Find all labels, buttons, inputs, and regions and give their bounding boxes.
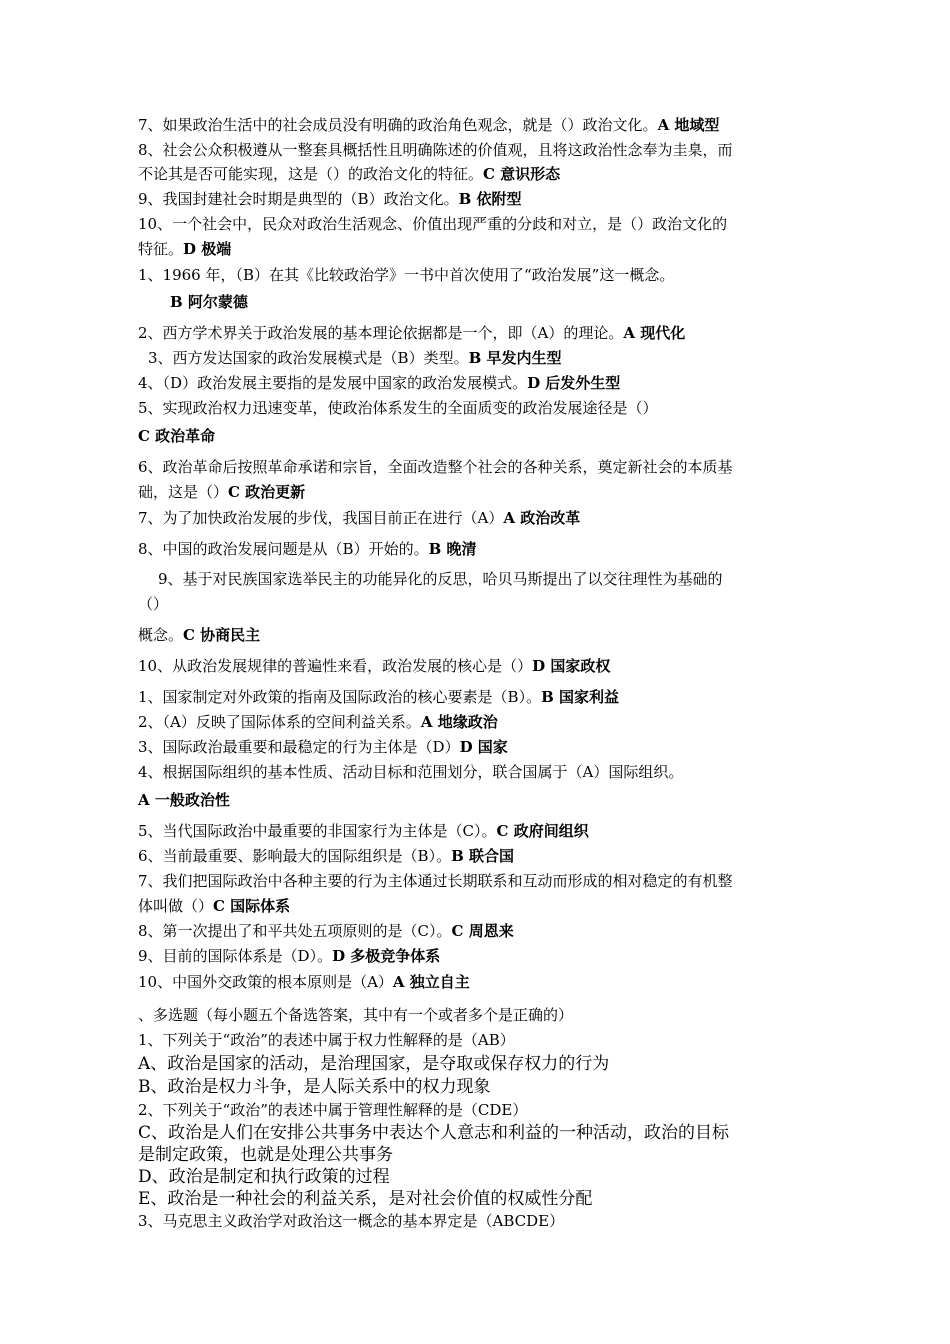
question-text: 、多选题（每小题五个备选答案，其中有一个或者多个是正确的）: [138, 1006, 574, 1024]
option-text: 是制定政策，也就是处理公共事务: [138, 1145, 393, 1165]
option-line: [138, 1122, 818, 1144]
text-line: [138, 397, 818, 419]
question-text: 9、基于对民族国家选举民主的功能异化的反思，哈贝马斯提出了以交往理性为基础的: [158, 570, 723, 588]
question-text: 10、一个社会中，民众对政治生活观念、价值出现严重的分歧和对立，是（）政治文化的: [138, 215, 728, 233]
answer-text: B 联合国: [451, 847, 514, 865]
option-line: [138, 1144, 818, 1166]
text-line: [158, 568, 838, 590]
question-text: 10、从政治发展规律的普遍性来看，政治发展的核心是（）: [138, 657, 533, 675]
option-line: [138, 1166, 818, 1188]
option-line: [138, 1076, 818, 1098]
answer-text: B 早发内生型: [468, 349, 562, 367]
answer-text: D 国家政权: [532, 657, 611, 675]
question-text: 体叫做（）: [138, 897, 214, 915]
text-line: [138, 845, 818, 867]
option-text: A、政治是国家的活动，是治理国家，是夺取或保存权力的行为: [138, 1054, 610, 1074]
text-line: [138, 711, 818, 733]
text-line: [138, 456, 818, 478]
answer-text: C 协商民主: [183, 626, 261, 644]
text-line: [138, 163, 818, 185]
question-text: 9、我国封建社会时期是典型的（B）政治文化。: [138, 190, 459, 208]
text-line: [138, 761, 818, 783]
text-line: [138, 1029, 818, 1051]
text-line: [138, 139, 818, 161]
text-line: [138, 1099, 818, 1121]
text-line: [148, 347, 828, 369]
text-line: [138, 870, 818, 892]
question-text: 6、政治革命后按照革命承诺和宗旨，全面改造整个社会的各种关系，奠定新社会的本质基: [138, 458, 733, 476]
question-text: 2、西方学术界关于政治发展的基本理论依据都是一个，即（A）的理论。: [138, 324, 624, 342]
question-text: 不论其是否可能实现，这是（）的政治文化的特征。: [138, 165, 484, 183]
question-text: 2、下列关于“政治”的表述中属于管理性解释的是（CDE）: [138, 1101, 528, 1119]
question-text: 3、西方发达国家的政治发展模式是（B）类型。: [148, 349, 469, 367]
answer-text: C 国际体系: [213, 897, 291, 915]
answer-text: C 意识形态: [483, 165, 561, 183]
text-line: [138, 945, 818, 967]
answer-text: A 现代化: [623, 324, 686, 342]
text-line: [170, 291, 850, 313]
answer-text: A 地缘政治: [420, 713, 498, 731]
question-text: 础，这是（）: [138, 483, 229, 501]
question-text: 8、第一次提出了和平共处五项原则的是（C）。: [138, 922, 452, 940]
option-line: [138, 1053, 818, 1075]
answer-text: A 地域型: [657, 116, 720, 134]
question-text: 3、国际政治最重要和最稳定的行为主体是（D）: [138, 738, 460, 756]
text-line: [138, 920, 818, 942]
answer-text: A 政治改革: [503, 509, 581, 527]
text-line: [138, 481, 818, 503]
text-line: [138, 593, 818, 615]
question-text: 概念。: [138, 626, 184, 644]
answer-text: C 政治革命: [138, 427, 216, 445]
question-text: 3、马克思主义政治学对政治这一概念的基本界定是（ABCDE）: [138, 1212, 565, 1230]
question-text: 4、（D）政治发展主要指的是发展中国家的政治发展模式。: [138, 374, 528, 392]
answer-text: C 政治更新: [228, 483, 306, 501]
text-line: [138, 624, 818, 646]
question-text: 7、为了加快政治发展的步伐，我国目前正在进行（A）: [138, 509, 504, 527]
question-text: 7、我们把国际政治中各种主要的行为主体通过长期联系和互动而形成的相对稳定的有机整: [138, 872, 733, 890]
section-heading: [138, 1004, 818, 1026]
answer-text: C 周恩来: [451, 922, 514, 940]
text-line: [138, 895, 818, 917]
text-line: [138, 264, 818, 286]
answer-text: A 一般政治性: [138, 791, 230, 809]
question-text: 8、中国的政治发展问题是从（B）开始的。: [138, 540, 429, 558]
option-text: E、政治是一种社会的利益关系，是对社会价值的权威性分配: [138, 1189, 593, 1209]
answer-text: C 政府间组织: [496, 822, 589, 840]
question-text: 5、实现政治权力迅速变革，使政治体系发生的全面质变的政治发展途径是（）: [138, 399, 658, 417]
text-line: [138, 820, 818, 842]
option-text: C、政治是人们在安排公共事务中表达个人意志和利益的一种活动，政治的目标: [138, 1123, 730, 1143]
text-line: [138, 425, 818, 447]
text-line: [138, 507, 818, 529]
question-text: 4、根据国际组织的基本性质、活动目标和范围划分，联合国属于（A）国际组织。: [138, 763, 684, 781]
answer-text: A 独立自主: [392, 973, 470, 991]
text-line: [138, 789, 818, 811]
text-line: [138, 188, 818, 210]
text-line: [138, 655, 818, 677]
option-text: D、政治是制定和执行政策的过程: [138, 1167, 390, 1187]
answer-text: B 依附型: [458, 190, 522, 208]
answer-text: D 极端: [183, 240, 232, 258]
answer-text: B 晚清: [428, 540, 477, 558]
text-line: [138, 736, 818, 758]
question-text: 7、如果政治生活中的社会成员没有明确的政治角色观念，就是（）政治文化。: [138, 116, 658, 134]
answer-text: B 国家利益: [541, 688, 619, 706]
answer-text: D 国家: [459, 738, 508, 756]
answer-text: D 后发外生型: [527, 374, 621, 392]
question-text: 8、社会公众积极遵从一整套具概括性且明确陈述的价值观，且将这政治性念奉为圭臬，而: [138, 141, 733, 159]
text-line: [138, 686, 818, 708]
question-text: （）: [138, 595, 169, 613]
text-line: [138, 538, 818, 560]
question-text: 1、国家制定对外政策的指南及国际政治的核心要素是（B）。: [138, 688, 542, 706]
question-text: 1、下列关于“政治”的表述中属于权力性解释的是（AB）: [138, 1031, 515, 1049]
text-line: [138, 238, 818, 260]
text-line: [138, 213, 818, 235]
answer-text: B 阿尔蒙德: [170, 293, 248, 311]
text-line: [138, 971, 818, 993]
option-line: [138, 1188, 818, 1210]
question-text: 特征。: [138, 240, 184, 258]
question-text: 6、当前最重要、影响最大的国际组织是（B）。: [138, 847, 452, 865]
text-line: [138, 114, 818, 136]
text-line: [138, 322, 818, 344]
question-text: 9、目前的国际体系是（D）。: [138, 947, 333, 965]
answer-text: D 多极竞争体系: [332, 947, 441, 965]
text-line: [138, 1210, 818, 1232]
option-text: B、政治是权力斗争，是人际关系中的权力现象: [138, 1077, 491, 1097]
text-line: [138, 372, 818, 394]
question-text: 1、1966 年，（B）在其《比较政治学》一书中首次使用了“政治发展”这一概念。: [138, 266, 675, 284]
question-text: 2、（A）反映了国际体系的空间利益关系。: [138, 713, 421, 731]
question-text: 5、当代国际政治中最重要的非国家行为主体是（C）。: [138, 822, 497, 840]
question-text: 10、中国外交政策的根本原则是（A）: [138, 973, 393, 991]
